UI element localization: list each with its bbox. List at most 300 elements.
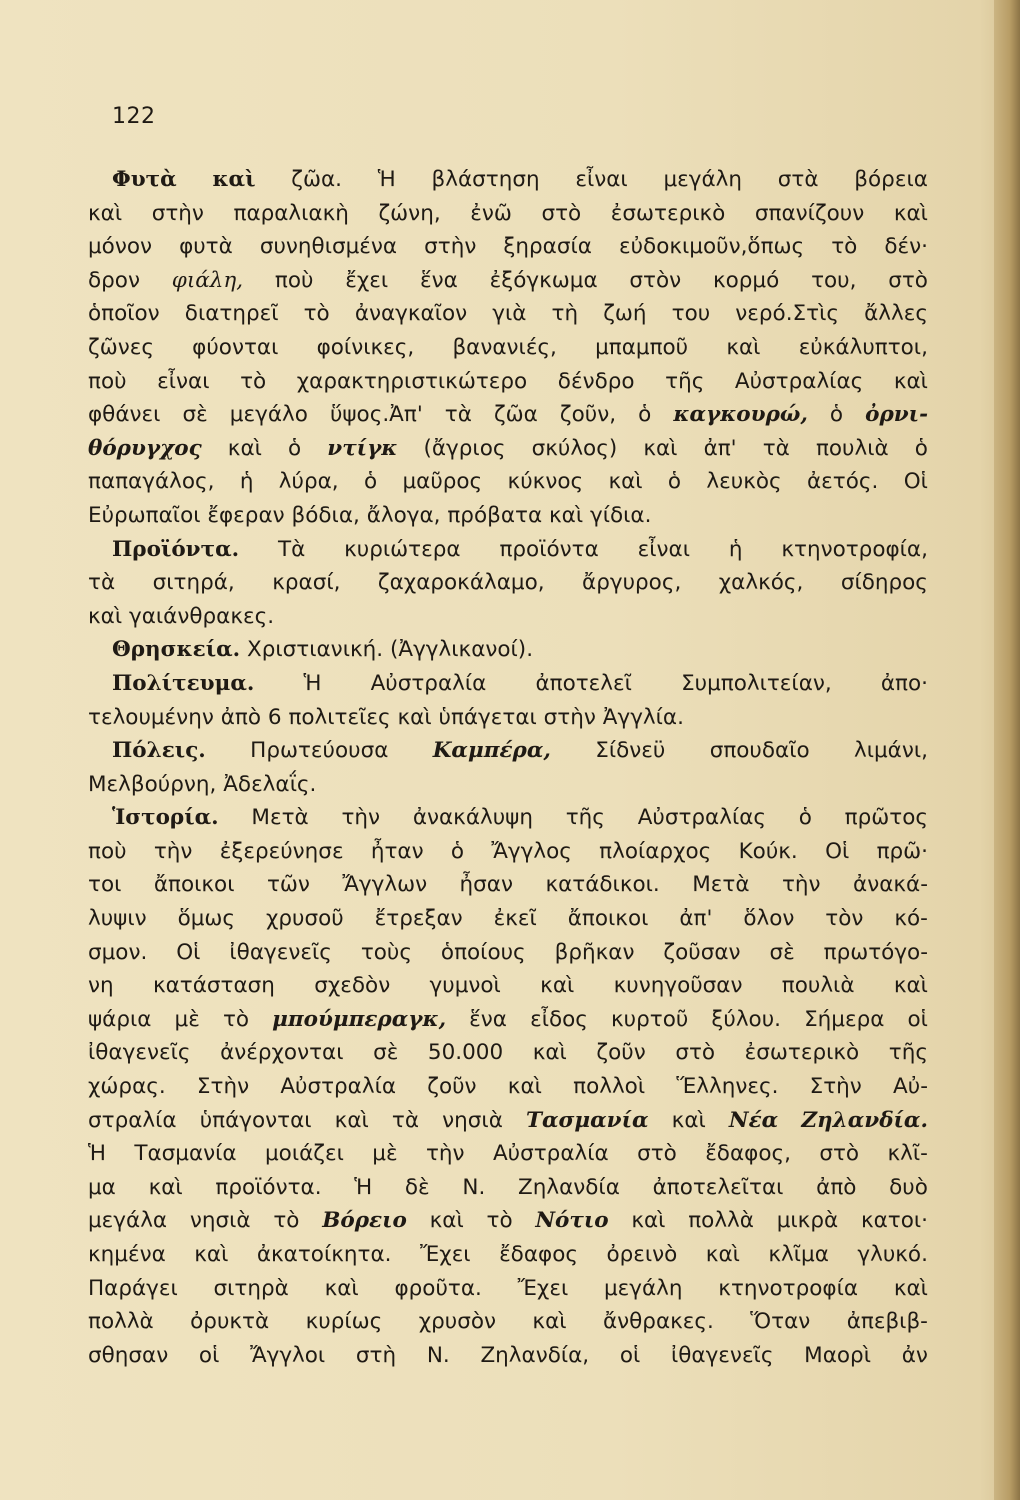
word: νη xyxy=(88,973,114,999)
word: ἀπὸ xyxy=(220,704,261,730)
word: ἡ xyxy=(728,536,743,562)
body-text xyxy=(88,163,928,1372)
word: ἄλλες xyxy=(864,301,928,327)
word: δέν· xyxy=(884,234,928,260)
word: χαλκός, xyxy=(718,570,804,596)
section-heading-word: Προϊόντα. xyxy=(112,536,240,562)
word: του, xyxy=(811,267,857,293)
word: ὀρεινὸ xyxy=(606,1242,678,1267)
word: μαῦρος xyxy=(402,469,483,495)
section-heading-word: Πόλεις. xyxy=(112,738,206,764)
word: πολλὰ xyxy=(88,1309,154,1335)
word: Ἀδελαΐς. xyxy=(223,771,317,797)
word: καὶ xyxy=(88,200,123,226)
word: Ζηλανδία, xyxy=(480,1342,590,1368)
word: κατάδικοι. xyxy=(545,872,660,898)
word: κυρίως xyxy=(305,1309,383,1335)
word: ἔφεραν xyxy=(207,502,285,528)
word: ὑπάγονται xyxy=(199,1107,312,1133)
word: σὲ xyxy=(373,1040,399,1066)
word: τὴ xyxy=(551,301,579,327)
word: νερό.Στὶς xyxy=(735,301,839,327)
text-line xyxy=(88,1204,928,1238)
text-line xyxy=(88,297,928,331)
word: Τὰ xyxy=(277,536,306,562)
word: πολλὰ xyxy=(688,1208,754,1234)
text-line xyxy=(88,600,928,634)
word: βρῆκαν xyxy=(554,939,635,965)
word: ποὺ xyxy=(88,368,127,394)
word: ποὺ xyxy=(88,838,127,864)
word: Κούκ. xyxy=(738,838,798,864)
word: Ἡ xyxy=(354,1174,373,1200)
word: καγκουρώ, xyxy=(673,402,808,428)
word: ψάρια xyxy=(88,1006,152,1032)
word: ἰθαγενεῖς xyxy=(670,1342,774,1368)
section-heading-word: Θρησκεία. xyxy=(112,637,241,663)
word: ὁ xyxy=(829,402,844,428)
word: τὸ xyxy=(486,1208,513,1234)
section-heading-word: Ἱστορία. xyxy=(112,805,219,831)
word: ὑπάγεται xyxy=(438,704,537,730)
word: σιτηρά, xyxy=(152,570,235,596)
word: σιτηρὰ xyxy=(213,1275,289,1301)
word: πλοίαρχος xyxy=(599,838,712,864)
word: φιάλη, xyxy=(171,267,244,293)
word: φύονται xyxy=(192,334,279,360)
word: ἔδαφος xyxy=(499,1242,578,1267)
word: στὴ xyxy=(355,1342,397,1368)
word: στὰ xyxy=(777,167,819,192)
word: Αὐστραλία xyxy=(280,1074,397,1100)
word: τὰ xyxy=(444,402,472,428)
word: χρυσοῦ xyxy=(265,906,344,932)
word: ἄποικοι xyxy=(153,872,235,898)
text-line xyxy=(88,331,928,365)
word: τὴν xyxy=(153,838,193,864)
word: καὶ xyxy=(893,1275,928,1301)
word: ὁ xyxy=(798,805,812,831)
word: γυμνοὶ xyxy=(429,973,501,999)
text-line xyxy=(88,163,928,197)
word: εὐκάλυπτοι, xyxy=(798,334,928,360)
word: ἰθαγενεῖς xyxy=(88,1040,191,1066)
word: ὁ xyxy=(667,469,682,495)
word: ὁ xyxy=(914,435,928,461)
word: μεγάλα xyxy=(88,1208,168,1234)
word: Βόρειο xyxy=(322,1208,407,1234)
text-line xyxy=(88,734,928,768)
word: Παράγει xyxy=(88,1275,178,1301)
word: ἐσωτερικὸ xyxy=(744,1040,860,1066)
word: καὶ xyxy=(671,1107,706,1133)
word: κατάσταση xyxy=(152,973,275,999)
word: ἀπ' xyxy=(679,906,713,932)
text-line xyxy=(88,499,928,533)
word: τὴν xyxy=(425,1141,465,1167)
word: Οἱ xyxy=(903,469,928,495)
word: ἐνῶ xyxy=(470,200,512,226)
word: Πρωτεύουσα xyxy=(250,738,389,764)
word: Σήμερα xyxy=(804,1006,885,1032)
word: γιὰ xyxy=(492,301,527,327)
word: ζῶα xyxy=(493,402,538,428)
text-line xyxy=(88,801,928,835)
word: (ἄγριος xyxy=(423,435,506,461)
word: προϊόντα. xyxy=(215,1174,322,1200)
section-heading-word: Πολίτευμα. xyxy=(112,670,255,696)
text-line xyxy=(88,566,928,600)
word: ὅλον xyxy=(743,906,795,932)
word: ἀν xyxy=(901,1342,928,1368)
section-heading-word: Φυτὰ xyxy=(112,167,177,192)
word: κατοι· xyxy=(860,1208,928,1234)
word: κυριώτερα xyxy=(344,536,461,562)
word: καὶ xyxy=(532,1309,567,1335)
word: καὶ xyxy=(324,1275,359,1301)
word: τὸ xyxy=(273,1208,300,1234)
word: 50.000 xyxy=(427,1040,504,1066)
word: κό- xyxy=(894,906,928,932)
text-line xyxy=(88,768,928,802)
word: του xyxy=(671,301,711,327)
word: ζαχαροκάλαμο, xyxy=(377,570,545,596)
word: ἀπὸ xyxy=(816,1174,857,1200)
word: ἕνα xyxy=(420,267,458,293)
word: σκύλος) xyxy=(531,435,618,461)
word: πολλοὶ xyxy=(573,1074,646,1100)
word: καὶ xyxy=(631,1208,666,1234)
word: καὶ xyxy=(893,200,928,226)
word: καὶ xyxy=(643,435,678,461)
word: κτηνοτροφία, xyxy=(781,536,928,562)
word: χαρακτηριστικώτερο xyxy=(296,368,528,394)
word: λευκὸς xyxy=(706,469,782,495)
word: πολιτεῖες xyxy=(288,704,391,730)
word: ζοῦν, xyxy=(559,402,617,428)
word: πουλιὰ xyxy=(781,973,855,999)
word: ἀνακά- xyxy=(853,872,928,898)
text-line xyxy=(88,633,928,667)
word: 6 xyxy=(267,704,282,730)
word: ὁ xyxy=(288,435,302,461)
word: παραλιακὴ xyxy=(233,200,349,226)
word: χρυσὸν xyxy=(418,1309,496,1335)
word: ὁ xyxy=(363,469,378,495)
word: ἡ xyxy=(239,469,254,495)
word: ἀπ' xyxy=(703,435,737,461)
word: Ἕλληνες. xyxy=(676,1074,779,1100)
word: ἀπο· xyxy=(880,670,928,696)
word: σχεδὸν xyxy=(314,973,391,999)
word: Νότιο xyxy=(535,1208,609,1234)
text-line xyxy=(88,1272,928,1306)
word: Εὐρωπαῖοι xyxy=(88,502,201,528)
word: Μετὰ xyxy=(692,872,750,898)
word: τὰ xyxy=(391,1107,420,1133)
word: ἐσωτερικὸ xyxy=(610,200,726,226)
word: ὅμως xyxy=(177,906,236,932)
word: εἶναι xyxy=(575,167,628,192)
word: γλυκό. xyxy=(857,1242,928,1267)
word: Μελβούρνη, xyxy=(88,771,217,797)
word: σὲ xyxy=(769,939,795,965)
word: θόρυγχος xyxy=(88,435,202,461)
word: στὴν xyxy=(543,704,596,730)
text-line xyxy=(88,1003,928,1037)
word: Ν. xyxy=(426,1342,450,1368)
word: σίδηρος xyxy=(840,570,928,596)
word: καὶ xyxy=(705,1242,740,1267)
word: ἀνακάλυψη xyxy=(412,805,533,831)
text-line xyxy=(88,969,928,1003)
word: Συμπολιτείαν, xyxy=(681,670,832,696)
word: τὴν xyxy=(781,872,821,898)
word: ποὺ xyxy=(274,267,314,293)
word: ὁποῖον xyxy=(88,301,160,327)
section-heading-word: καὶ xyxy=(212,167,256,192)
word: Αὐστραλίας xyxy=(637,805,767,831)
word: Αὐ- xyxy=(893,1074,928,1100)
word: φοίνικες, xyxy=(316,334,415,360)
word: φυτὰ xyxy=(179,234,233,260)
word: μοιάζει xyxy=(265,1141,344,1167)
word: οἱ xyxy=(198,1342,220,1368)
word: ζῶνες xyxy=(88,334,154,360)
word: γίδια. xyxy=(590,502,652,528)
word: φθάνει xyxy=(88,402,161,428)
word: ἦταν xyxy=(370,838,424,864)
word: σπανίζουν xyxy=(754,200,865,226)
word: Αὐστραλία xyxy=(370,670,487,696)
word: ζωή xyxy=(603,301,647,327)
word: καὶ xyxy=(429,1208,464,1234)
word: Ὅταν xyxy=(750,1309,811,1335)
word: Ζηλανδία. xyxy=(801,1107,928,1133)
word: ζοῦν xyxy=(427,1074,477,1100)
word: ζοῦν xyxy=(596,1040,646,1066)
word: Νέα xyxy=(728,1107,779,1133)
word: ὁ xyxy=(450,838,465,864)
word: ζώνη, xyxy=(378,200,441,226)
word: Στὴν xyxy=(196,1074,250,1100)
word: καὶ xyxy=(194,1242,229,1267)
word: τῆς xyxy=(665,368,705,394)
word: κλῖ- xyxy=(887,1141,928,1167)
word: κυνηγοῦσαν xyxy=(613,973,743,999)
text-line xyxy=(88,1070,928,1104)
word: καὶ xyxy=(893,368,928,394)
word: Στὴν xyxy=(809,1074,862,1100)
word: καὶ xyxy=(334,1107,369,1133)
word: πρωτόγο- xyxy=(823,939,928,965)
word: ζῶα. xyxy=(291,167,342,192)
word: βλάστηση xyxy=(431,167,540,192)
word: Ν. xyxy=(462,1174,486,1200)
word: κυρτοῦ xyxy=(611,1006,689,1032)
word: ὁποίους xyxy=(440,939,526,965)
word: στὸ xyxy=(637,1141,677,1167)
word: νησιὰ xyxy=(189,1208,251,1234)
word: τὴν xyxy=(341,805,381,831)
word: κορμό xyxy=(712,267,780,293)
text-line xyxy=(88,533,928,567)
text-line xyxy=(88,1305,928,1339)
word: χώρας. xyxy=(88,1074,166,1100)
word: ἀνέρχονται xyxy=(220,1040,344,1066)
word: ἔδαφος, xyxy=(705,1141,791,1167)
word: βόδια, xyxy=(291,502,360,528)
word: ὀρνι- xyxy=(865,402,928,428)
word: ζοῦσαν xyxy=(663,939,741,965)
word: οἱ xyxy=(907,1006,928,1032)
word: ἄνθρακες. xyxy=(602,1309,714,1335)
word: καὶ xyxy=(893,973,928,999)
word: καὶ xyxy=(507,1074,542,1100)
word: μεγάλο xyxy=(229,402,308,428)
word: κτηνοτροφία xyxy=(718,1275,859,1301)
word: ἐκεῖ xyxy=(493,906,537,932)
word: καὶ xyxy=(397,704,432,730)
word: ἀκατοίκητα. xyxy=(256,1242,392,1267)
word: ἔτρεξαν xyxy=(374,906,463,932)
word: μπαμποῦ xyxy=(595,334,689,360)
word: μὲ xyxy=(174,1006,200,1032)
word: ὁ xyxy=(638,402,652,428)
word: τῆς xyxy=(565,805,605,831)
word: κημένα xyxy=(88,1242,166,1267)
word: δυὸ xyxy=(889,1174,928,1200)
word: κύκνος xyxy=(507,469,584,495)
word: οἱ xyxy=(619,1342,641,1368)
text-line xyxy=(88,868,928,902)
word: Τασμανία xyxy=(526,1107,649,1133)
text-line xyxy=(88,701,928,735)
word: πρόβατα xyxy=(447,502,543,528)
word: Ἄγγλοι xyxy=(250,1342,326,1368)
word: τοι xyxy=(88,872,122,898)
word: λιμάνι, xyxy=(854,738,928,764)
word: τὸ xyxy=(240,368,267,394)
word: εἶναι xyxy=(637,536,690,562)
word: καὶ xyxy=(726,334,761,360)
word: καὶ xyxy=(532,1040,567,1066)
word: φροῦτα. xyxy=(394,1275,482,1301)
word: σπουδαῖο xyxy=(709,738,810,764)
word: ἐξόγκωμα xyxy=(489,267,598,293)
word: καὶ xyxy=(227,435,262,461)
text-line xyxy=(88,465,928,499)
word: σὲ xyxy=(182,402,208,428)
word: μὲ xyxy=(372,1141,398,1167)
word: Ζηλανδία xyxy=(518,1174,620,1200)
word: Αὐστραλίας xyxy=(734,368,864,394)
word: μα xyxy=(88,1174,116,1200)
word: στὸ xyxy=(888,267,928,293)
word: ἦσαν xyxy=(459,872,513,898)
word: καὶ xyxy=(549,502,584,528)
word: τὸ xyxy=(831,234,858,260)
word: βανανιές, xyxy=(452,334,557,360)
text-line xyxy=(88,835,928,869)
word: διατηρεῖ xyxy=(184,301,279,327)
word: στὸ xyxy=(541,200,582,226)
word: μεγάλη xyxy=(603,1275,683,1301)
word: καὶ xyxy=(608,469,643,495)
text-line xyxy=(88,1339,928,1373)
text-line xyxy=(88,197,928,231)
word: προϊόντα xyxy=(499,536,599,562)
text-line xyxy=(88,365,928,399)
word: μόνον xyxy=(88,234,153,260)
word: Ἔχει xyxy=(419,1242,471,1267)
word: μικρὰ xyxy=(776,1208,839,1234)
word: γαιάνθρακες. xyxy=(129,603,275,629)
word: πρῶ· xyxy=(876,838,928,864)
word: πουλιὰ xyxy=(815,435,889,461)
word: εἶδος xyxy=(530,1006,588,1032)
word: δὲ xyxy=(404,1174,430,1200)
word: ὕψος.Ἀπ' xyxy=(329,402,423,428)
word: ξηρασία xyxy=(503,234,592,260)
word: μπούμπεραγκ, xyxy=(272,1006,447,1032)
word: τῆς xyxy=(888,1040,928,1066)
word: σμον. xyxy=(88,939,148,965)
word: Σίδνεϋ xyxy=(595,738,666,764)
word: στὸ xyxy=(819,1141,860,1167)
word: ἔχει xyxy=(345,267,389,293)
word: ἀποτελεῖ xyxy=(535,670,632,696)
text-line xyxy=(88,936,928,970)
word: πρῶτος xyxy=(844,805,928,831)
word: ὀρυκτὰ xyxy=(190,1309,270,1335)
word: στὸν xyxy=(629,267,682,293)
word: στὸ xyxy=(675,1040,716,1066)
word: κλῖμα xyxy=(768,1242,829,1267)
word: καὶ xyxy=(88,603,123,629)
word: εἶναι xyxy=(157,368,210,394)
word: ἄποικοι xyxy=(567,906,649,932)
word: τελουμένην xyxy=(88,704,214,730)
word: Αὐστραλία xyxy=(492,1141,609,1167)
word: τὰ xyxy=(762,435,790,461)
word: τὸ xyxy=(303,301,330,327)
text-line xyxy=(88,1137,928,1171)
word: Ἄγγλος xyxy=(491,838,572,864)
text-line xyxy=(88,432,928,466)
book-spine-edge xyxy=(994,0,1020,1500)
word: Ἀγγλία. xyxy=(602,704,684,730)
word: παπαγάλος, xyxy=(88,469,215,495)
word: στὴν xyxy=(151,200,204,226)
text-line xyxy=(88,264,928,298)
word: βόρεια xyxy=(854,167,928,192)
word: καὶ xyxy=(148,1174,183,1200)
word: δρον xyxy=(88,267,140,293)
word: ξύλου. xyxy=(711,1006,781,1032)
word: τῶν xyxy=(266,872,310,898)
word: Οἱ xyxy=(176,939,201,965)
word: Τασμανία xyxy=(134,1141,237,1167)
word: Μαορὶ xyxy=(804,1342,871,1368)
word: ἀετός. xyxy=(807,469,879,495)
word: Ἔχει xyxy=(517,1275,569,1301)
word: τὰ xyxy=(88,570,116,596)
word: Ἡ xyxy=(303,670,322,696)
word: ἀποτελεῖται xyxy=(652,1174,784,1200)
word: Ἡ xyxy=(88,1141,106,1167)
word: συνηθισμένα xyxy=(259,234,398,260)
